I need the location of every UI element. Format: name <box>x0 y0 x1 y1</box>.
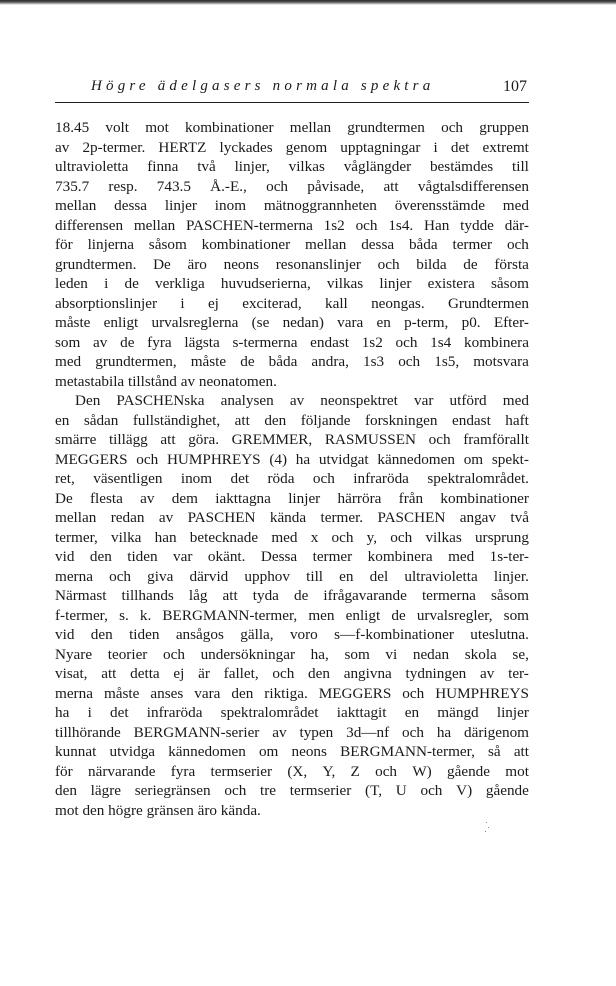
text-line: merna måste anses vara den riktiga. MEGGERS och HUMPHREYS <box>55 684 529 702</box>
text-line: smärre tillägg att göra. GREMMER, RASMUSSEN och framförallt <box>55 431 529 448</box>
text-line: f-termer, s. k. BERGMANN-termer, men enligt de urvalsregler, som <box>55 606 529 624</box>
paper-specks <box>484 820 490 834</box>
text-line: av 2p-termer. HERTZ lyckades genom upptagningar i det extremt <box>55 138 529 156</box>
page-number: 107 <box>503 78 527 95</box>
text-line: ret, väsentligen inom det röda och infraröda spektralområdet. <box>55 470 529 487</box>
text-line: ha i det infraröda spektralområdet iakttagit en mängd linjer <box>55 704 529 721</box>
text-line: mot den högre gränsen äro kända. <box>55 801 261 819</box>
text-line: vid den tiden var okänt. Dessa termer kombinera med 1s-ter- <box>55 548 529 565</box>
text-line: en sådan fullständighet, att den följande forskningen endast haft <box>55 411 529 429</box>
text-line: absorptionslinjer i ej exciterad, kall neongas. Grundtermen <box>55 294 529 312</box>
text-line: som av de fyra lägsta s-termerna endast 1s2 och 1s4 kombinera <box>55 333 529 351</box>
text-line: mellan dessa linjer inom mätnoggrannheten överensstämde med <box>55 197 529 214</box>
text-line: måste enligt urvalsreglerna (se nedan) vara en p-term, p0. Efter- <box>55 314 529 331</box>
text-line: den lägre seriegränsen och tre termserier (T, U och V) gående <box>55 782 529 799</box>
text-line: Den PASCHENska analysen av neonspektret var utförd med <box>75 392 529 409</box>
text-line: Närmast tillhands låg att tyda de ifrågavarande termerna såsom <box>55 587 529 604</box>
text-line: Nyare teorier och undersökningar ha, som vi nedan skola se, <box>55 645 529 663</box>
text-line: vid den tiden ansågos gälla, voro s—f-kombinationer uteslutna. <box>55 626 529 643</box>
body-text <box>55 118 529 820</box>
page-top-edge <box>0 0 616 5</box>
text-line: differensen mellan PASCHEN-termerna 1s2 och 1s4. Han tydde där- <box>55 216 529 234</box>
text-line: med grundtermen, måste de båda andra, 1s3 och 1s5, motsvara <box>55 353 529 370</box>
text-line: grundtermen. De äro neons resonanslinjer och bilda de första <box>55 255 529 273</box>
text-line: kunnat utvidga kännedomen om neons BERGMANN-termer, så att <box>55 743 529 760</box>
running-title: Högre ädelgasers normala spektra <box>91 78 435 94</box>
text-line: De flesta av dem iakttagna linjer härröra från kombinationer <box>55 489 529 507</box>
text-line: termer, vilka han betecknade med x och y, och vilkas ursprung <box>55 528 529 546</box>
text-line: metastabila tillstånd av neonatomen. <box>55 372 277 390</box>
text-line: visat, att detta ej är fallet, och den angivna tydningen av ter- <box>55 665 529 682</box>
text-line: för linjerna såsom kombinationer mellan dessa båda termer och <box>55 236 529 253</box>
text-line: 18.45 volt mot kombinationer mellan grundtermen och gruppen <box>55 119 529 136</box>
text-line: ultravioletta finna två linjer, vilkas våglängder bestämdes till <box>55 158 529 175</box>
text-line: tillhörande BERGMANN-serier av typen 3d—nf och ha därigenom <box>55 723 529 741</box>
page-header <box>55 78 529 103</box>
text-line: merna och giva därvid upphov till en del ultravioletta linjer. <box>55 567 529 585</box>
text-line: MEGGERS och HUMPHREYS (4) ha utvidgat kännedomen om spekt- <box>55 450 529 468</box>
text-line: 735.7 resp. 743.5 Å.-E., och påvisade, att vågtalsdifferensen <box>55 177 529 195</box>
text-line: för närvarande fyra termserier (X, Y, Z och W) gående mot <box>55 762 529 780</box>
text-line: leden i de verkliga huvudserierna, vilkas linjer existera såsom <box>55 275 529 292</box>
text-line: mellan redan av PASCHEN kända termer. PASCHEN angav två <box>55 509 529 526</box>
